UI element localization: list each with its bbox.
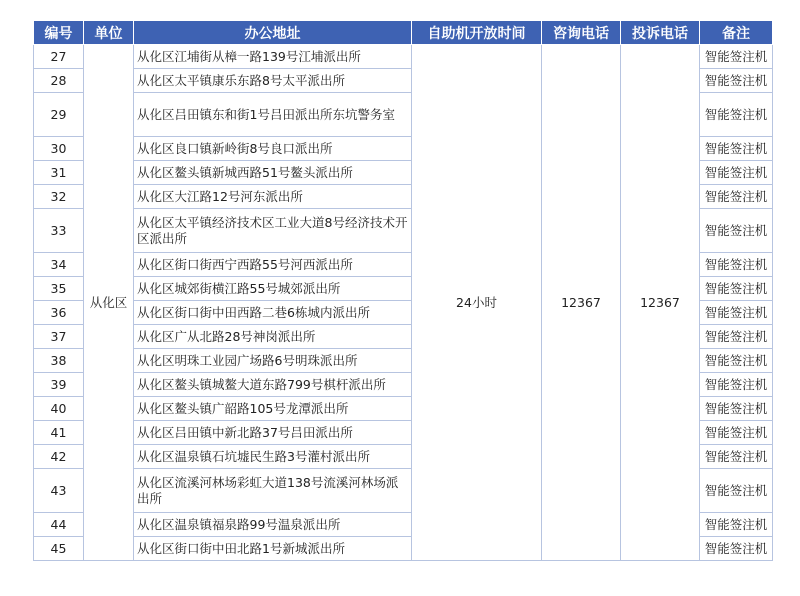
header-row [34, 21, 773, 45]
row-number: 37 [34, 325, 84, 349]
row-note: 智能签注机 [700, 445, 773, 469]
row-address: 从化区良口镇新岭街8号良口派出所 [134, 137, 412, 161]
row-number: 39 [34, 373, 84, 397]
header-note: 备注 [700, 21, 773, 45]
row-note: 智能签注机 [700, 373, 773, 397]
row-number: 29 [34, 93, 84, 137]
row-address: 从化区流溪河林场彩虹大道138号流溪河林场派出所 [134, 469, 412, 513]
row-note: 智能签注机 [700, 253, 773, 277]
row-note: 智能签注机 [700, 161, 773, 185]
header-unit: 单位 [84, 21, 134, 45]
row-note: 智能签注机 [700, 209, 773, 253]
header-hours: 自助机开放时间 [412, 21, 542, 45]
unit-cell: 从化区 [84, 45, 134, 561]
row-address: 从化区太平镇经济技术区工业大道8号经济技术开区派出所 [134, 209, 412, 253]
row-number: 33 [34, 209, 84, 253]
row-address: 从化区鳌头镇新城西路51号鳌头派出所 [134, 161, 412, 185]
row-address: 从化区太平镇康乐东路8号太平派出所 [134, 69, 412, 93]
row-number: 34 [34, 253, 84, 277]
row-number: 28 [34, 69, 84, 93]
row-address: 从化区大江路12号河东派出所 [134, 185, 412, 209]
row-number: 31 [34, 161, 84, 185]
consult-phone-cell: 12367 [542, 45, 621, 561]
police-office-table [33, 20, 773, 561]
row-note: 智能签注机 [700, 349, 773, 373]
row-note: 智能签注机 [700, 537, 773, 561]
row-note: 智能签注机 [700, 301, 773, 325]
row-address: 从化区明珠工业园广场路6号明珠派出所 [134, 349, 412, 373]
row-address: 从化区街口街西宁西路55号河西派出所 [134, 253, 412, 277]
row-number: 44 [34, 513, 84, 537]
row-number: 27 [34, 45, 84, 69]
row-number: 45 [34, 537, 84, 561]
header-address: 办公地址 [134, 21, 412, 45]
row-note: 智能签注机 [700, 513, 773, 537]
complaint-phone-cell: 12367 [621, 45, 700, 561]
row-note: 智能签注机 [700, 397, 773, 421]
header-complaint-phone: 投诉电话 [621, 21, 700, 45]
row-address: 从化区江埔街从樟一路139号江埔派出所 [134, 45, 412, 69]
row-note: 智能签注机 [700, 185, 773, 209]
row-note: 智能签注机 [700, 69, 773, 93]
header-consult-phone: 咨询电话 [542, 21, 621, 45]
row-address: 从化区广从北路28号神岗派出所 [134, 325, 412, 349]
row-address: 从化区吕田镇东和街1号吕田派出所东坑警务室 [134, 93, 412, 137]
row-address: 从化区鳌头镇城鳌大道东路799号棋杆派出所 [134, 373, 412, 397]
row-address: 从化区鳌头镇广韶路105号龙潭派出所 [134, 397, 412, 421]
row-number: 43 [34, 469, 84, 513]
header-number: 编号 [34, 21, 84, 45]
row-number: 35 [34, 277, 84, 301]
row-number: 30 [34, 137, 84, 161]
row-address: 从化区温泉镇福泉路99号温泉派出所 [134, 513, 412, 537]
row-number: 32 [34, 185, 84, 209]
row-number: 40 [34, 397, 84, 421]
row-address: 从化区街口街中田北路1号新城派出所 [134, 537, 412, 561]
row-note: 智能签注机 [700, 421, 773, 445]
row-address: 从化区温泉镇石坑墟民生路3号灌村派出所 [134, 445, 412, 469]
row-address: 从化区吕田镇中新北路37号吕田派出所 [134, 421, 412, 445]
row-number: 36 [34, 301, 84, 325]
row-address: 从化区城郊街横江路55号城郊派出所 [134, 277, 412, 301]
row-note: 智能签注机 [700, 93, 773, 137]
row-number: 38 [34, 349, 84, 373]
row-note: 智能签注机 [700, 45, 773, 69]
row-note: 智能签注机 [700, 277, 773, 301]
row-note: 智能签注机 [700, 325, 773, 349]
row-number: 42 [34, 445, 84, 469]
row-address: 从化区街口街中田西路二巷6栋城内派出所 [134, 301, 412, 325]
row-number: 41 [34, 421, 84, 445]
table-row [34, 45, 773, 69]
row-note: 智能签注机 [700, 137, 773, 161]
hours-cell: 24小时 [412, 45, 542, 561]
row-note: 智能签注机 [700, 469, 773, 513]
